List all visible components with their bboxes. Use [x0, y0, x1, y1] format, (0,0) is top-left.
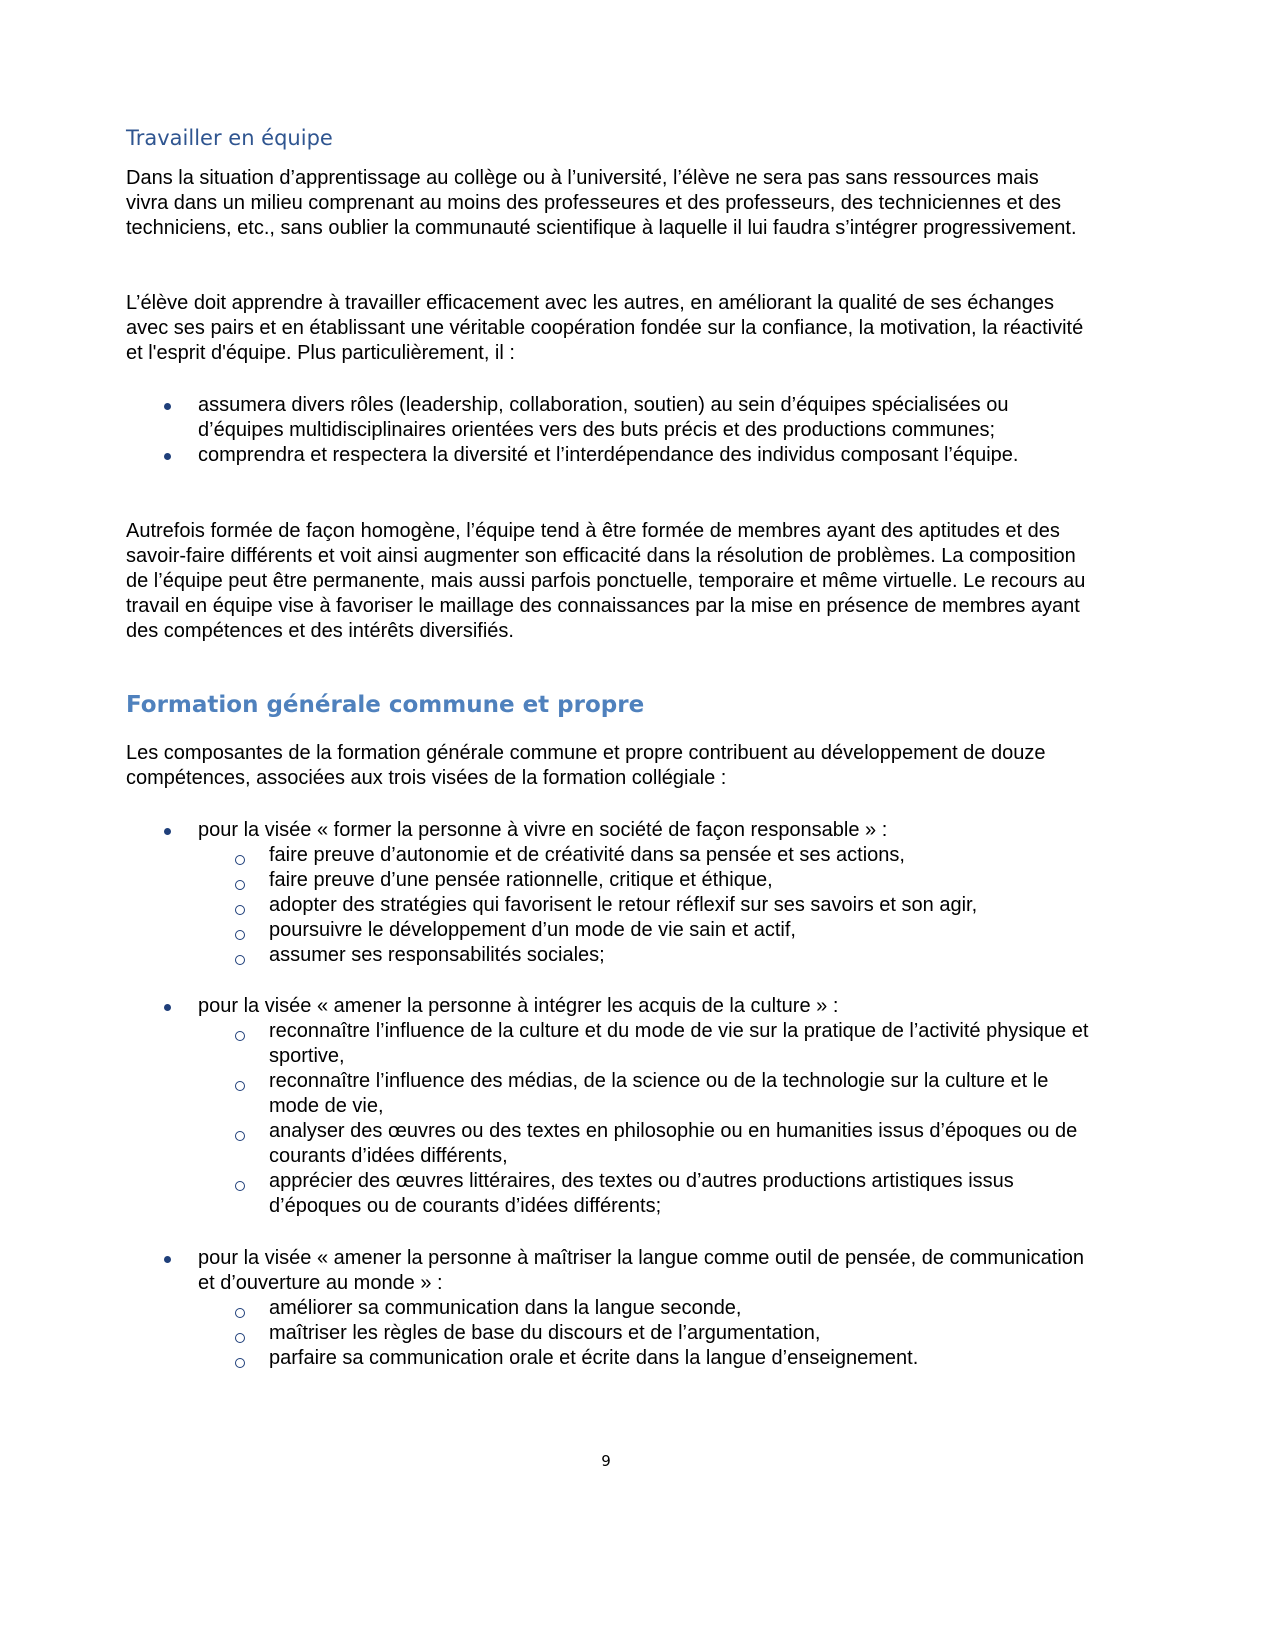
paragraph: Les composantes de la formation générale commune et propre contribuent au développement de douze compétences, associées aux trois visées de la formation collégiale :: [126, 742, 1046, 789]
section-heading-formation-generale: Formation générale commune et propre: [126, 692, 645, 718]
paragraph: L’élève doit apprendre à travailler efficacement avec les autres, en améliorant la qualité de ses échanges avec ses pairs et en établissant une véritable coopération fondée sur la confiance, la motivation, la réactivité et l'esprit d'équipe. Plus particulièrement, il :: [126, 292, 1084, 364]
section-heading-travailler-en-equipe: Travailler en équipe: [126, 126, 333, 150]
list-item: assumera divers rôles (leadership, collaboration, soutien) au sein d’équipes spécialisées ou d’équipes multidisciplinaires orientées vers des buts précis et des productions communes;: [126, 393, 1088, 443]
list-item: pour la visée « amener la personne à intégrer les acquis de la culture » :: [126, 994, 1088, 1019]
sub-list-item: parfaire sa communication orale et écrite dans la langue d’enseignement.: [126, 1346, 1089, 1371]
sub-list-item: faire preuve d’autonomie et de créativité dans sa pensée et ses actions,: [126, 843, 1089, 868]
sub-list-item: adopter des stratégies qui favorisent le retour réflexif sur ses savoirs et son agir,: [126, 893, 1089, 918]
sub-list-item: améliorer sa communication dans la langue seconde,: [126, 1296, 1089, 1321]
list-item: comprendra et respectera la diversité et l’interdépendance des individus composant l’équipe.: [126, 443, 1088, 468]
list-item: pour la visée « former la personne à vivre en société de façon responsable » :: [126, 818, 1088, 843]
sub-list-item: reconnaître l’influence des médias, de la science ou de la technologie sur la culture et le mode de vie,: [126, 1069, 1089, 1119]
sub-list-item: assumer ses responsabilités sociales;: [126, 943, 1089, 968]
sub-list-item: apprécier des œuvres littéraires, des textes ou d’autres productions artistiques issus d’époques ou de courants d’idées différents;: [126, 1169, 1089, 1219]
bullet-list-visee-1: [126, 818, 1086, 968]
bullet-list-visee-3: [126, 1246, 1086, 1371]
sub-list-item: analyser des œuvres ou des textes en philosophie ou en humanities issus d’époques ou de courants d’idées différents,: [126, 1119, 1089, 1169]
page-number: 9: [601, 1452, 611, 1470]
sub-list-item: poursuivre le développement d’un mode de vie sain et actif,: [126, 918, 1089, 943]
sub-list-item: faire preuve d’une pensée rationnelle, critique et éthique,: [126, 868, 1089, 893]
sub-list-item: reconnaître l’influence de la culture et du mode de vie sur la pratique de l’activité physique et sportive,: [126, 1019, 1089, 1069]
bullet-list: [126, 393, 1086, 468]
paragraph: Dans la situation d’apprentissage au collège ou à l’université, l’élève ne sera pas sans ressources mais vivra dans un milieu comprenant au moins des professeures et des professeurs, des techniciennes et des techniciens, etc., sans oublier la communauté scientifique à laquelle il lui faudra s’intégrer progressivement.: [126, 167, 1077, 239]
bullet-list-visee-2: [126, 994, 1089, 1219]
paragraph: Autrefois formée de façon homogène, l’équipe tend à être formée de membres ayant des aptitudes et des savoir-faire différents et voit ainsi augmenter son efficacité dans la résolution de problèmes. La composition de l’équipe peut être permanente, mais aussi parfois ponctuelle, temporaire et même virtuelle. Le recours au travail en équipe vise à favoriser le maillage des connaissances par la mise en présence de membres ayant des compétences et des intérêts diversifiés.: [126, 520, 1086, 642]
sub-list-item: maîtriser les règles de base du discours et de l’argumentation,: [126, 1321, 1089, 1346]
list-item: pour la visée « amener la personne à maîtriser la langue comme outil de pensée, de communication et d’ouverture au monde » :: [126, 1246, 1088, 1296]
